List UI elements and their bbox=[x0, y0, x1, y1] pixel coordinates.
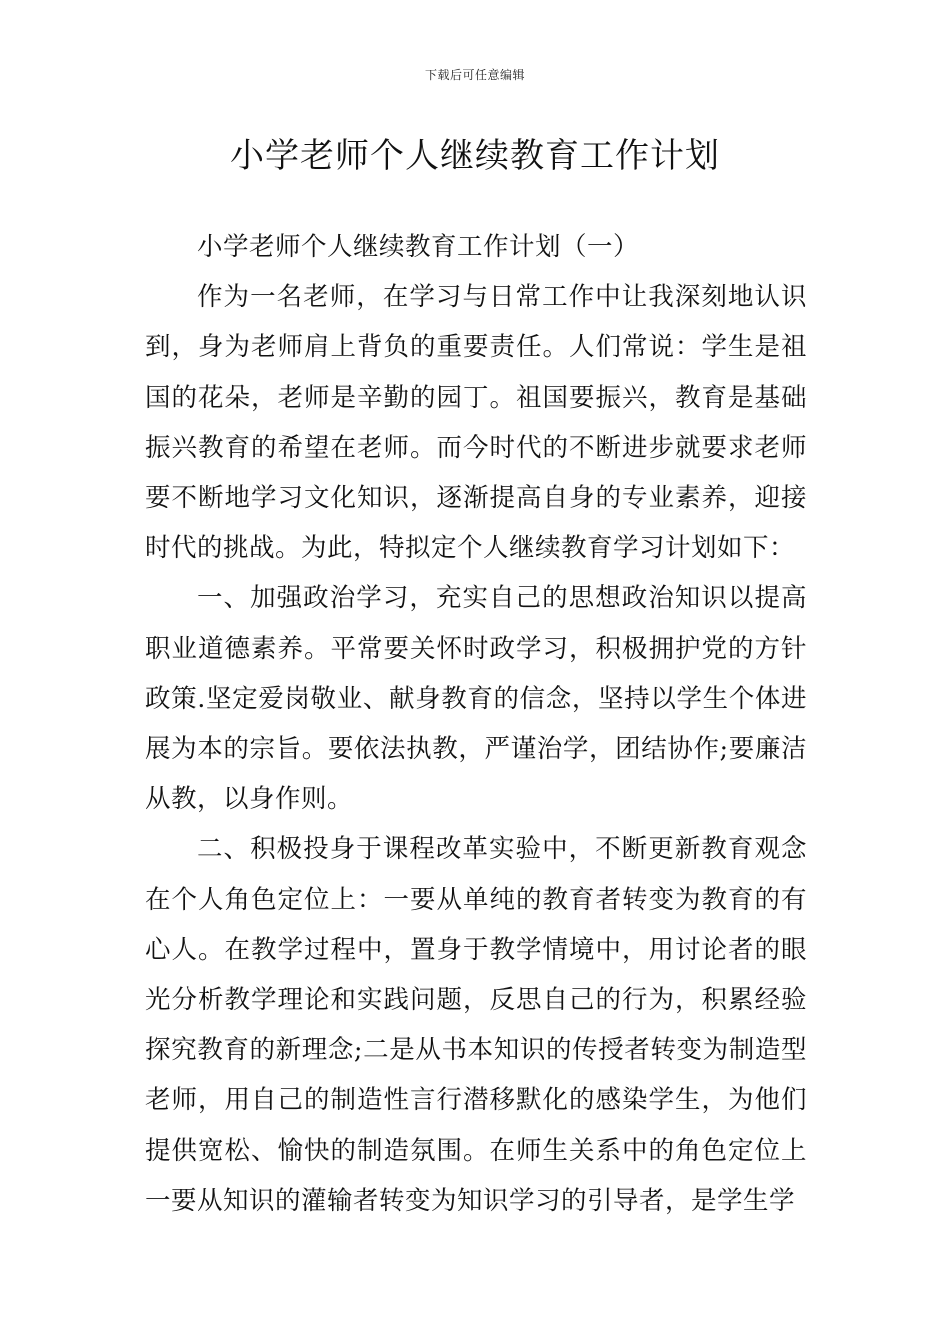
section-heading: 小学老师个人继续教育工作计划（一） bbox=[197, 232, 640, 262]
paragraph-intro: 作为一名老师，在学习与日常工作中让我深刻地认识到，身为老师肩上背负的重要责任。人们常说：学生是祖国的花朵，老师是辛勤的园丁。祖国要振兴，教育是基础振兴教育的希望在老师。而今时代的不断进步就要求老师要不断地学习文化知识，逐渐提高自身的专业素养，迎接时代的挑战。为此，特拟定个人继续教育学习计划如下： bbox=[145, 282, 807, 564]
header-note: 下载后可任意编辑 bbox=[424, 68, 525, 82]
document-title: 小学老师个人继续教育工作计划 bbox=[230, 136, 720, 176]
document-body bbox=[145, 222, 807, 1226]
paragraph-point-two: 二、积极投身于课程改革实验中，不断更新教育观念在个人角色定位上：一要从单纯的教育者转变为教育的有心人。在教学过程中，置身于教学情境中，用讨论者的眼光分析教学理论和实践问题，反思自己的行为，积累经验探究教育的新理念;二是从书本知识的传授者转变为制造型老师，用自己的制造性言行潜移默化的感染学生，为他们提供宽松、愉快的制造氛围。在师生关系中的角色定位上一要从知识的灌输者转变为知识学习的引导者，是学生学 bbox=[145, 834, 807, 1216]
paragraph-point-one: 一、加强政治学习，充实自己的思想政治知识以提高职业道德素养。平常要关怀时政学习，积极拥护党的方针政策.坚定爱岗敬业、献身教育的信念，坚持以学生个体进展为本的宗旨。要依法执教，严谨治学，团结协作;要廉洁从教，以身作则。 bbox=[145, 583, 807, 815]
